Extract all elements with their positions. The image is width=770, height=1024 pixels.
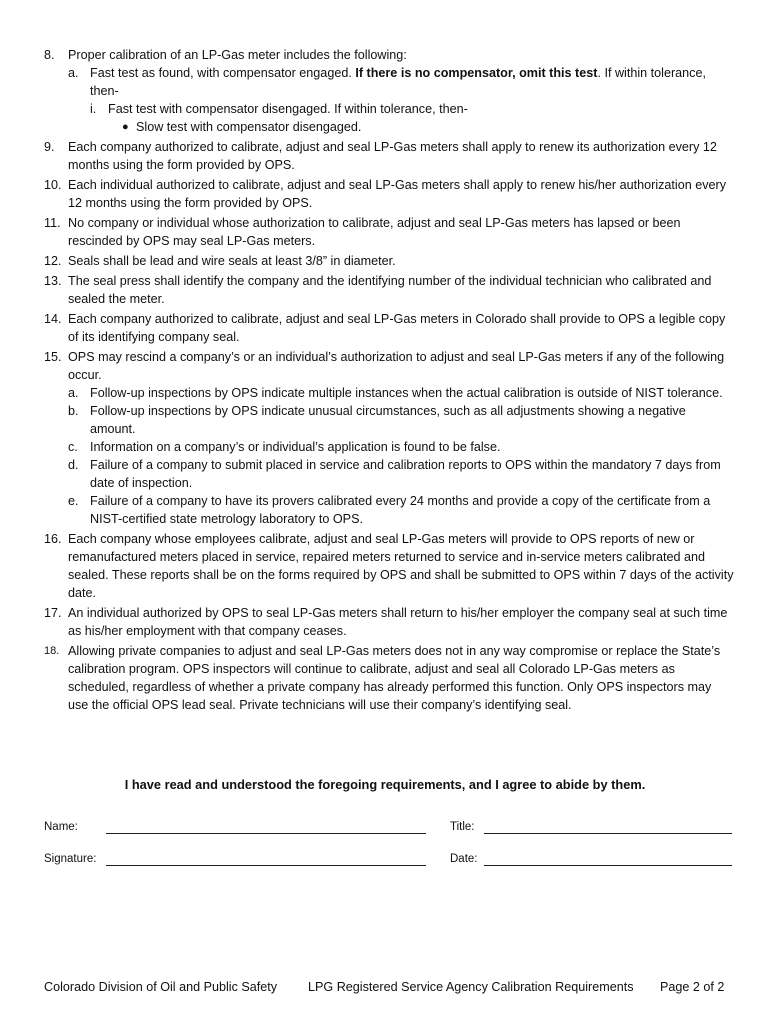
list-item [44, 252, 734, 270]
sub-item-text: Fast test as found, with compensator engaged. [90, 66, 356, 80]
sub-item-text: Failure of a company to have its provers calibrated every 24 months and provide a copy of the certificate from a NIST-certified state metrology laboratory to OPS. [90, 494, 711, 526]
sub-item-text: Follow-up inspections by OPS indicate unusual circumstances, such as all adjustments showing a negative amount. [90, 404, 686, 436]
item-number: 9. [44, 140, 55, 154]
item-number: 14. [44, 312, 62, 326]
item-text: Each company whose employees calibrate, adjust and seal LP-Gas meters will provide to OPS reports of new or remanufactured meters placed in service, repaired meters returned to service and in-service meters calibrated and sealed. These reports shall be on the forms required by OPS and shall be submitted to OPS within 7 days of the activity date. [68, 532, 734, 600]
item-number: 12. [44, 254, 62, 268]
sub-item [68, 64, 734, 136]
item-text: Proper calibration of an LP-Gas meter includes the following: [68, 48, 407, 62]
item-number: 13. [44, 274, 62, 288]
bullet-item [108, 118, 734, 136]
item-number: 15. [44, 350, 62, 364]
item-number: 8. [44, 48, 55, 62]
footer-org: Colorado Division of Oil and Public Safety [44, 980, 278, 994]
bullet-text: Slow test with compensator disengaged. [136, 120, 362, 134]
sub-item-text: Follow-up inspections by OPS indicate multiple instances when the actual calibration is outside of NIST tolerance. [90, 386, 723, 400]
sub-item [68, 456, 734, 492]
item-text: The seal press shall identify the company and the identifying number of the individual technician who calibrated and sealed the meter. [68, 274, 712, 306]
name-input-line[interactable] [106, 833, 426, 834]
list-item [44, 214, 734, 250]
sub-item-letter: d. [68, 458, 79, 472]
sub-sub-item-numeral: i. [90, 102, 97, 116]
sub-item-text-after: . If within tolerance, then- [90, 66, 706, 98]
sub-item-letter: e. [68, 494, 79, 508]
sub-item [68, 402, 734, 438]
list-item [44, 138, 734, 174]
sub-item-text: Failure of a company to submit placed in service and calibration reports to OPS within the mandatory 7 days from date of inspection. [90, 458, 721, 490]
item-text: An individual authorized by OPS to seal LP-Gas meters shall return to his/her employer the company seal at such time as his/her employment with that company ceases. [68, 606, 728, 638]
item-text: Each company authorized to calibrate, adjust and seal LP-Gas meters in Colorado shall provide to OPS a legible copy of its identifying company seal. [68, 312, 726, 344]
signature-label: Signature: [44, 853, 97, 865]
list-item [44, 642, 734, 714]
sub-item [68, 492, 734, 528]
list-item [44, 176, 734, 212]
item-text: Each company authorized to calibrate, adjust and seal LP-Gas meters shall apply to renew its authorization every 12 months using the form provided by OPS. [68, 140, 717, 172]
list-item [44, 604, 734, 640]
agreement-statement: I have read and understood the foregoing requirements, and I agree to abide by them. [124, 777, 646, 792]
footer-page-number: Page 2 of 2 [660, 980, 725, 994]
sub-item-letter: b. [68, 404, 79, 418]
list-item [44, 310, 734, 346]
item-number: 18. [44, 645, 60, 657]
list-item [44, 272, 734, 308]
date-label: Date: [450, 853, 478, 865]
item-text: No company or individual whose authorization to calibrate, adjust and seal LP-Gas meters has lapsed or been rescinded by OPS may seal LP-Gas meters. [68, 216, 681, 248]
item-text: Allowing private companies to adjust and seal LP-Gas meters does not in any way compromise or replace the State’s calibration program. OPS inspectors will continue to calibrate, adjust and seal all Colorado LP-Gas meters as scheduled, regardless of whether a private company has already performed this function. Only OPS inspectors may use the official OPS lead seal. Private technicians will use their company’s identifying seal. [68, 644, 721, 712]
title-input-line[interactable] [484, 833, 732, 834]
item-text: OPS may rescind a company’s or an individual’s authorization to adjust and seal LP-Gas meters if any of the following occur. [68, 350, 725, 382]
item-number: 11. [44, 216, 61, 230]
item-number: 10. [44, 178, 62, 192]
sub-item [68, 438, 734, 456]
item-text: Seals shall be lead and wire seals at least 3/8” in diameter. [68, 254, 396, 268]
sub-item-letter: a. [68, 66, 79, 80]
sub-sub-item [90, 100, 734, 118]
item-text: Each individual authorized to calibrate, adjust and seal LP-Gas meters shall apply to renew his/her authorization every 12 months using the form provided by OPS. [68, 178, 727, 210]
title-label: Title: [450, 821, 475, 833]
footer-doc-title: LPG Registered Service Agency Calibration Requirements [308, 980, 634, 994]
signature-input-line[interactable] [106, 865, 426, 866]
list-item [44, 46, 734, 136]
sub-item-letter: a. [68, 386, 79, 400]
requirements-list [44, 46, 734, 716]
item-number: 16. [44, 532, 62, 546]
list-item [44, 530, 734, 602]
sub-item-letter: c. [68, 440, 78, 454]
date-input-line[interactable] [484, 865, 732, 866]
sub-item-text: Information on a company’s or individual’s application is found to be false. [90, 440, 501, 454]
list-item [44, 348, 734, 528]
bullet-icon: ● [122, 121, 129, 133]
sub-item-bold-text: If there is no compensator, omit this test [355, 66, 598, 80]
sub-item [68, 384, 734, 402]
name-label: Name: [44, 821, 78, 833]
item-number: 17. [44, 606, 62, 620]
sub-sub-item-text: Fast test with compensator disengaged. If within tolerance, then- [108, 102, 468, 116]
